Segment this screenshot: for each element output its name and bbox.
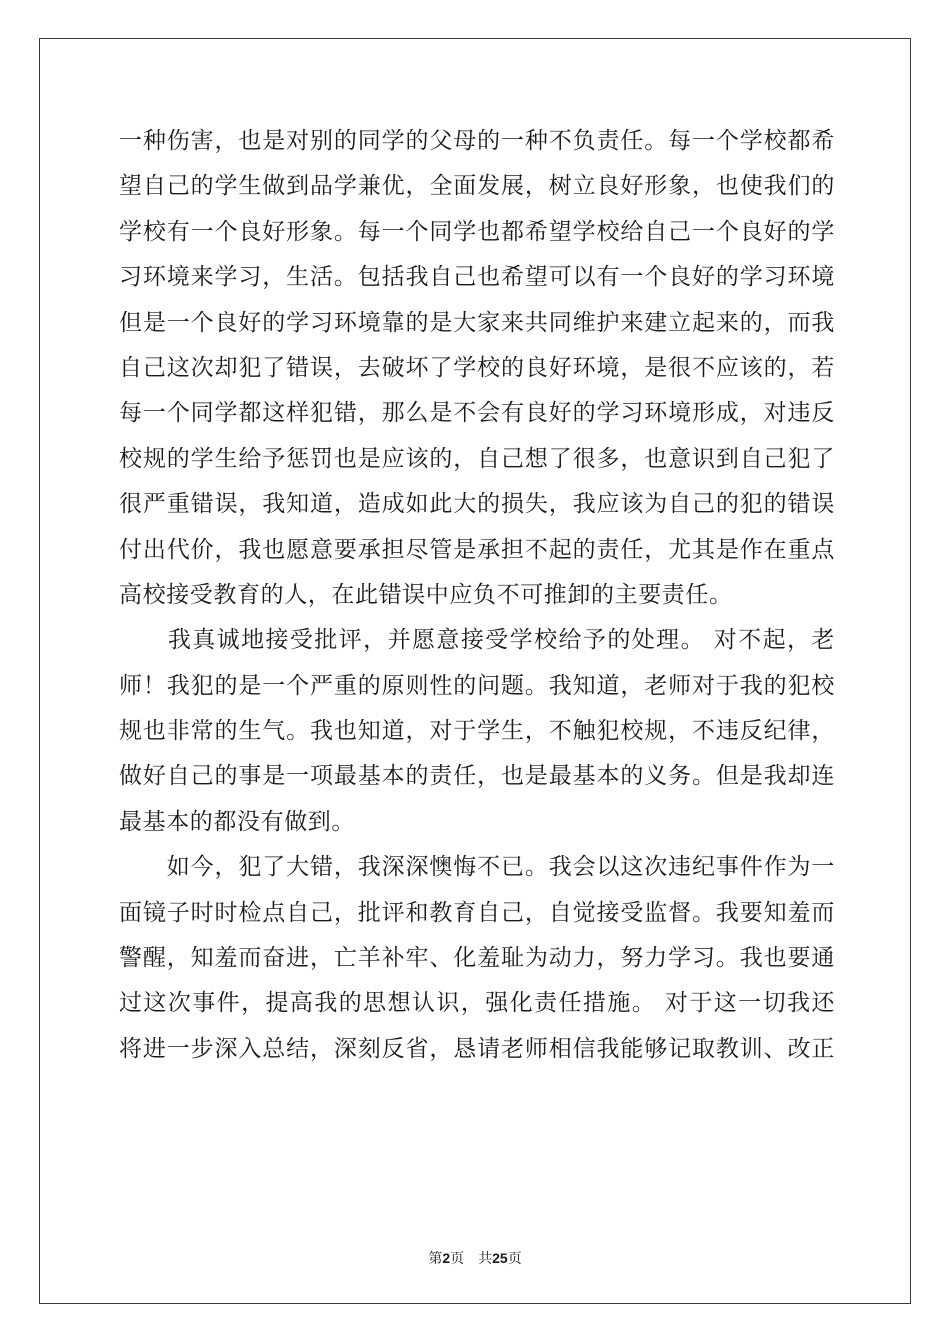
page-prefix: 第: [428, 1251, 443, 1267]
text-line: 我真诚地接受批评，并愿意接受学校给予的处理。 对不起，老: [119, 627, 835, 654]
text-line: 学校有一个良好形象。每一个同学也都希望学校给自己一个良好的学: [119, 218, 835, 245]
text-line: 望自己的学生做到品学兼优，全面发展，树立良好形象，也使我们的: [119, 173, 835, 200]
text-line: 如今，犯了大错，我深深懊悔不已。我会以这次违纪事件作为一: [119, 854, 835, 881]
text-line: 做好自己的事是一项最基本的责任，也是最基本的义务。但是我却连: [119, 763, 835, 790]
text-line: 规也非常的生气。我也知道，对于学生，不触犯校规，不违反纪律，: [119, 718, 835, 745]
text-line: 高校接受教育的人，在此错误中应负不可推卸的主要责任。: [119, 581, 733, 608]
text-line: 付出代价，我也愿意要承担尽管是承担不起的责任，尤其是作在重点: [119, 536, 835, 563]
text-line: 一种伤害，也是对别的同学的父母的一种不负责任。每一个学校都希: [119, 128, 835, 154]
text-line: 最基本的都没有做到。: [119, 808, 355, 835]
text-line: 自己这次却犯了错误，去破坏了学校的良好环境，是很不应该的，若: [119, 354, 835, 381]
total-pages-number: 25: [492, 1250, 508, 1266]
text-line: 但是一个良好的学习环境靠的是大家来共同维护来建立起来的，而我: [119, 309, 835, 336]
text-line: 每一个同学都这样犯错，那么是不会有良好的学习环境形成，对违反: [119, 400, 835, 427]
document-body: [119, 119, 835, 1072]
text-line: 警醒，知羞而奋进，亡羊补牢、化羞耻为动力，努力学习。我也要通: [119, 945, 835, 972]
current-page-number: 2: [442, 1250, 451, 1266]
text-line: 将进一步深入总结，深刻反省，恳请老师相信我能够记取教训、改正: [119, 1035, 835, 1062]
page-suffix: 页: [507, 1251, 522, 1267]
text-line: 师！我犯的是一个严重的原则性的问题。我知道，老师对于我的犯校: [119, 672, 835, 699]
text-line: 面镜子时时检点自己，批评和教育自己，自觉接受监督。我要知羞而: [119, 899, 835, 926]
page-footer: [0, 1248, 950, 1268]
text-line: 习环境来学习，生活。包括我自己也希望可以有一个良好的学习环境: [119, 264, 835, 291]
text-line: 很严重错误，我知道，造成如此大的损失，我应该为自己的犯的错误: [119, 491, 835, 518]
text-line: 过这次事件，提高我的思想认识，强化责任措施。 对于这一切我还: [119, 990, 835, 1017]
page-mid: 页 共: [450, 1251, 493, 1267]
text-line: 校规的学生给予惩罚也是应该的，自己想了很多，也意识到自己犯了: [119, 445, 835, 472]
